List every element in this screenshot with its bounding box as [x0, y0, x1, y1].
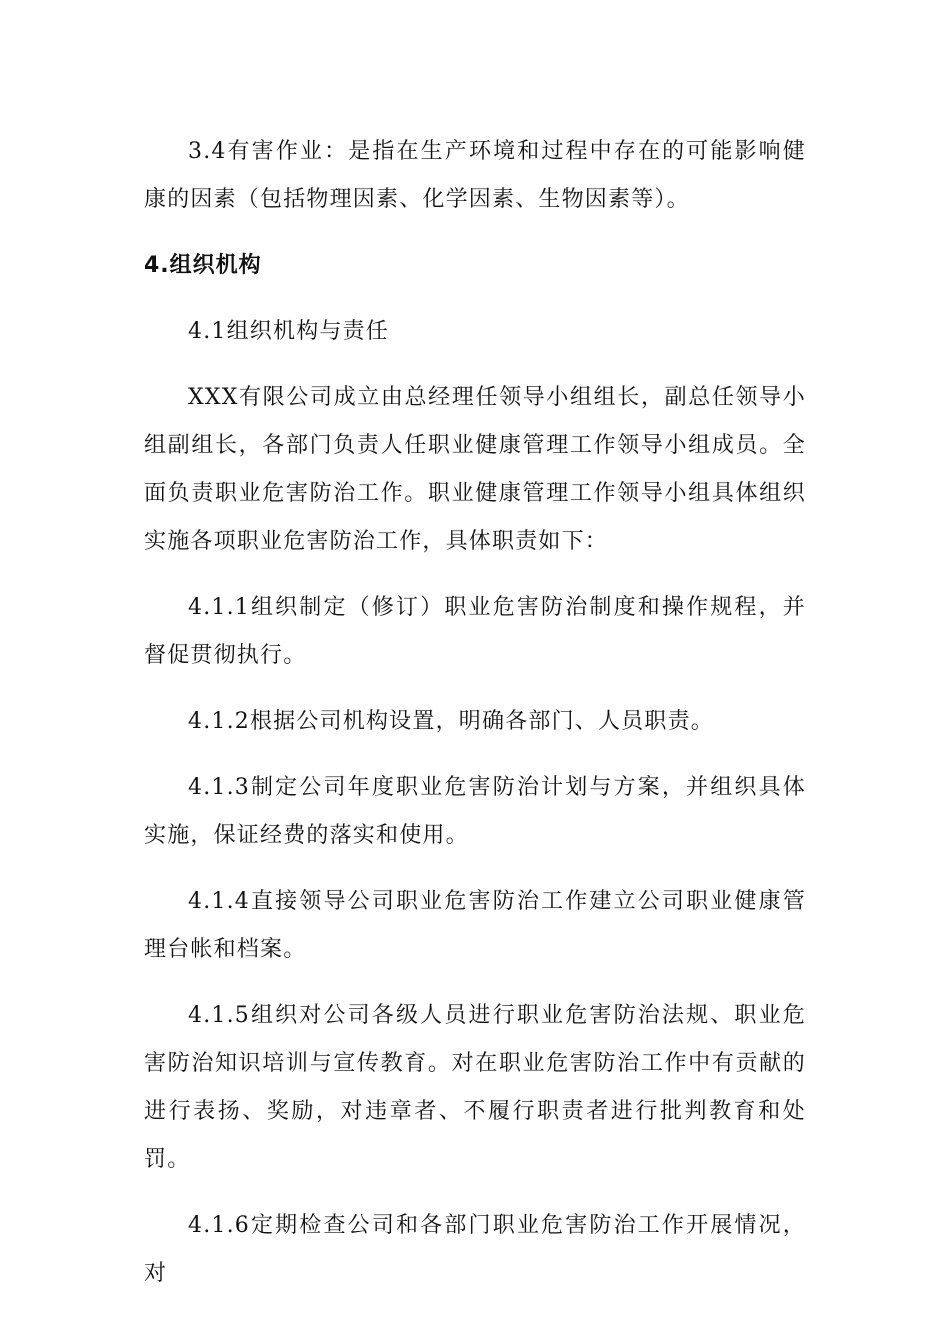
- paragraph-4-1-5: 4.1.5组织对公司各级人员进行职业危害防治法规、职业危害防治知识培训与宣传教育。对在职业危害防治工作中有贡献的进行表扬、奖励，对违章者、不履行职责者进行批判教育和处罚。: [144, 1003, 806, 1172]
- paragraph-intro: XXX有限公司成立由总经理任领导小组组长，副总任领导小组副组长，各部门负责人任职业健康管理工作领导小组成员。全面负责职业危害防治工作。职业健康管理工作领导小组具体组织实施各项职业危害防治工作，具体职责如下：: [144, 385, 806, 554]
- subsection-4-1-title: 4.1组织机构与责任: [188, 319, 389, 344]
- paragraph-4-1-1: 4.1.1组织制定（修订）职业危害防治制度和操作规程，并督促贯彻执行。: [144, 595, 806, 668]
- paragraph-4-1-2: 4.1.2根据公司机构设置，明确各部门、人员职责。: [188, 709, 714, 734]
- paragraph-4-1-3: 4.1.3制定公司年度职业危害防治计划与方案，并组织具体实施，保证经费的落实和使用。: [144, 775, 806, 848]
- paragraph-4-1-4: 4.1.4直接领导公司职业危害防治工作建立公司职业健康管理台帐和档案。: [144, 889, 806, 962]
- section-4-heading: 4.组织机构: [144, 253, 262, 278]
- paragraph-3-4: 3.4有害作业：是指在生产环境和过程中存在的可能影响健康的因素（包括物理因素、化学因素、生物因素等）。: [144, 139, 806, 212]
- document-body: [144, 128, 806, 1298]
- paragraph-4-1-6: 4.1.6定期检查公司和各部门职业危害防治工作开展情况，对: [144, 1213, 806, 1286]
